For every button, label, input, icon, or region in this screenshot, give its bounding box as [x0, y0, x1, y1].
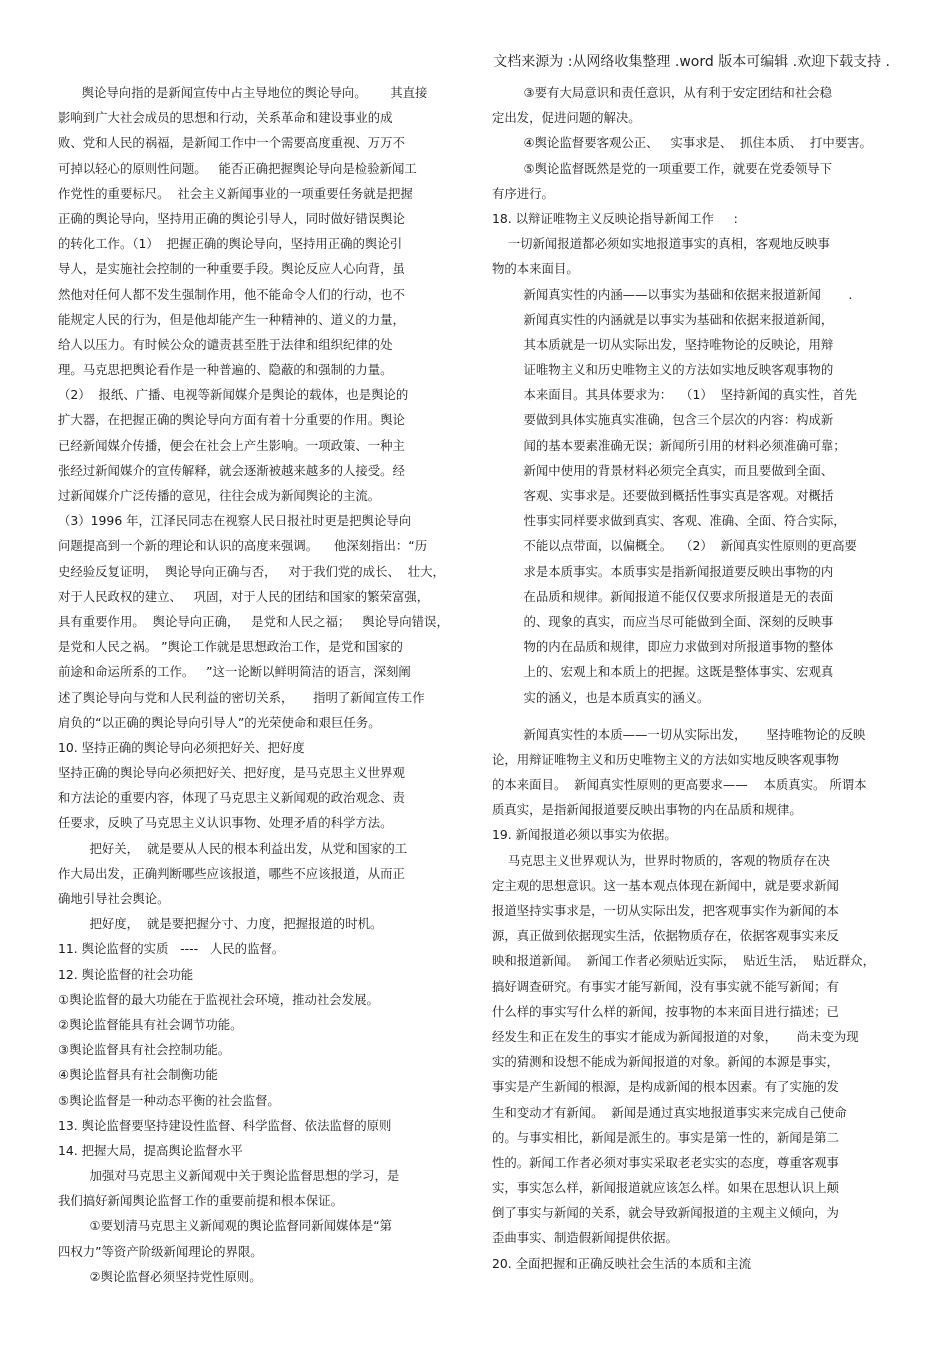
text-line: 正确的舆论导向，坚持用正确的舆论引导人，同时做好错误舆论 — [58, 210, 405, 226]
text-line: 过新闻媒介广泛传播的意见，往往会成为新闻舆论的主流。 — [58, 488, 381, 503]
text-line: 18. 以辩证唯物主义反映论指导新闻工作 : — [492, 210, 738, 226]
text-line: 闻的基本要素准确无误；新闻所引用的材料必须准确可靠； — [492, 437, 846, 453]
text-line: 扩大器，在把握正确的舆论导向方面有着十分重要的作用。舆论 — [58, 412, 405, 428]
text-line: 证唯物主义和历史唯物主义的方法如实地反映客观事物的 — [492, 362, 834, 378]
text-line: 实的涵义，也是本质真实的涵义。 — [492, 689, 710, 705]
text-line: 张经过新闻媒介的宣传解释，就会逐渐被越来越多的人接受。经 — [58, 462, 405, 478]
text-line: 本来面目。其具体要求为： （1） 坚持新闻的真实性，首先 — [492, 387, 857, 403]
text-line: 定出发，促进问题的解决。 — [492, 110, 641, 126]
text-line: ④舆论监督要客观公正、 实事求是、 抓住本质、 打中要害。 — [492, 135, 872, 151]
text-line: 13. 舆论监督要坚持建设性监督、科学监督、依法监督的原则 — [58, 1117, 392, 1133]
text-line: 实，事实怎么样，新闻报道就应该怎么样。如果在思想认识上颠 — [492, 1180, 839, 1196]
text-line: 马克思主义世界观认为，世界时物质的，客观的物质存在决 — [492, 852, 830, 868]
text-line: 12. 舆论监督的社会功能 — [58, 966, 194, 982]
text-line: ③舆论监督具有社会控制功能。 — [58, 1042, 231, 1058]
text-line: 实的猜测和设想不能成为新闻报道的对象。新闻的本源是事实， — [492, 1054, 839, 1070]
text-line: 11. 舆论监督的实质 ---- 人民的监督。 — [58, 941, 285, 957]
text-line: 已经新闻媒介传播，便会在社会上产生影响。一项政策、一种主 — [58, 437, 405, 453]
left-column — [58, 80, 470, 1289]
text-line: 对于人民政权的建立、 巩固，对于人民的团结和国家的繁荣富强， — [58, 588, 430, 604]
right-column — [492, 80, 892, 1276]
text-line: ⑤舆论监督是一种动态平衡的社会监督。 — [58, 1092, 280, 1108]
text-line: 在品质和规律。新闻报道不能仅仅要求所报道是无的表面 — [492, 588, 834, 604]
text-line: 把好度， 就是要把握分寸、力度，把握报道的时机。 — [58, 916, 383, 932]
text-line: 可掉以轻心的原则性问题。 能否正确把握舆论导向是检验新闻工 — [58, 160, 417, 176]
text-line: 要做到具体实施真实准确，包含三个层次的内容：构成新 — [492, 412, 834, 428]
text-line: 什么样的事实写什么样的新闻，按事物的本来面目进行描述；已 — [492, 1003, 839, 1019]
text-line: 坚持正确的舆论导向必须把好关、把好度，是马克思主义世界观 — [58, 765, 405, 781]
text-line: 然他对任何人都不发生强制作用，他不能命令人们的行动，也不 — [58, 286, 405, 302]
text-line: 经发生和正在发生的事实才能成为新闻报道的对象， 尚未变为现 — [492, 1028, 859, 1044]
text-line: 的、现象的真实，而应当尽可能做到全面、深刻的反映事 — [492, 613, 834, 629]
text-line: 事实是产生新闻的根源，是构成新闻的根本因素。有了实施的发 — [492, 1079, 839, 1095]
text-line: ②舆论监督必须坚持党性原则。 — [58, 1268, 262, 1284]
text-line: 源，真正做到依据现实生活，依据物质存在，依据客观事实来反 — [492, 928, 839, 944]
paragraph-gap — [492, 710, 892, 722]
text-line: 质真实，是指新闻报道要反映出事物的内在品质和规律。 — [492, 802, 802, 818]
text-line: 性的。新闻工作者必须对事实采取老老实实的态度，尊重客观事 — [492, 1154, 839, 1170]
text-line: 生和变动才有新闻。 新闻是通过真实地报道事实来完成自己使命 — [492, 1104, 847, 1120]
text-line: 新闻真实性的内涵就是以事实为基础和依据来报道新闻， — [492, 311, 834, 327]
text-line: 歪曲事实、制造假新闻提供依据。 — [492, 1230, 678, 1246]
text-line: 肩负的“以正确的舆论导向引导人”的光荣使命和艰巨任务。 — [58, 714, 381, 730]
text-line: 其本质就是一切从实际出发，坚持唯物论的反映论，用辩 — [492, 336, 834, 352]
text-line: 是党和人民之祸。 ”舆论工作就是思想政治工作，是党和国家的 — [58, 639, 403, 655]
text-line: 新闻中使用的背景材料必须完全真实，而且要做到全面、 — [492, 462, 834, 478]
text-line: 上的、宏观上和本质上的把握。这既是整体事实、宏观真 — [492, 664, 834, 680]
text-line: 10. 坚持正确的舆论导向必须把好关、把好度 — [58, 739, 305, 755]
text-line: 舆论导向指的是新闻宣传中占主导地位的舆论导向。 其直接 — [58, 85, 428, 100]
text-line: 前途和命运所系的工作。 ”这一论断以鲜明简洁的语言，深刻阐 — [58, 664, 411, 680]
text-line: 搞好调查研究。有事实才能写新闻，没有事实就不能写新闻；有 — [492, 978, 839, 994]
text-line: 加强对马克思主义新闻观中关于舆论监督思想的学习，是 — [58, 1168, 400, 1184]
text-line: ④舆论监督具有社会制衡功能 — [58, 1067, 218, 1083]
text-line: 有序进行。 — [492, 185, 554, 201]
text-line: 映和报道新闻。 新闻工作者必须贴近实际， 贴近生活， 贴近群众， — [492, 953, 875, 969]
text-line: 论，用辩证唯物主义和历史唯物主义的方法如实地反映客观事物 — [492, 751, 839, 767]
text-line: 败、党和人民的祸福，是新闻工作中一个需要高度重视、万万不 — [58, 135, 405, 151]
text-line: 新闻真实性的本质——一切从实际出发， 坚持唯物论的反映 — [492, 726, 866, 742]
text-line: 作党性的重要标尺。 社会主义新闻事业的一项重要任务就是把握 — [58, 185, 413, 201]
text-line: 史经验反复证明， 舆论导向正确与否， 对于我们党的成长、 壮大， — [58, 563, 445, 579]
text-line: 14. 把握大局，提高舆论监督水平 — [58, 1142, 243, 1158]
text-line: 定主观的思想意识。这一基本观点体现在新闻中，就是要求新闻 — [492, 877, 839, 893]
text-line: ⑤舆论监督既然是党的一项重要工作，就要在党委领导下 — [492, 160, 832, 176]
text-line: 具有重要作用。 舆论导向正确， 是党和人民之福； 舆论导向错误， — [58, 613, 449, 629]
text-line: 问题提高到一个新的理论和认识的高度来强调。 他深刻指出：“历 — [58, 538, 428, 554]
text-line: 导人，是实施社会控制的一种重要手段。舆论反应人心向背，虽 — [58, 261, 405, 277]
text-line: 物的内在品质和规律，即应力求做到对所报道事物的整体 — [492, 639, 834, 655]
text-line: ①舆论监督的最大功能在于监视社会环境，推动社会发展。 — [58, 991, 379, 1007]
text-line: ②舆论监督能具有社会调节功能。 — [58, 1016, 243, 1032]
text-line: 客观、实事求是。还要做到概括性事实真是客观。对概括 — [492, 488, 834, 503]
text-line: 确地引导社会舆论。 — [58, 891, 170, 906]
text-line: 理。马克思把舆论看作是一种普遍的、隐蔽的和强制的力量。 — [58, 362, 393, 378]
text-line: 新闻真实性的内涵——以事实为基础和依据来报道新闻 . — [492, 286, 853, 302]
text-line: 的。与事实相比，新闻是派生的。事实是第一性的，新闻是第二 — [492, 1129, 839, 1145]
text-line: 性事实同样要求做到真实、客观、准确、全面、符合实际， — [492, 513, 846, 529]
text-line: 任要求，反映了马克思主义认识事物、处理矛盾的科学方法。 — [58, 815, 393, 831]
text-line: 求是本质事实。本质事实是指新闻报道要反映出事物的内 — [492, 563, 834, 579]
text-line: 把好关， 就是要从人民的根本利益出发，从党和国家的工 — [58, 840, 408, 856]
text-line: 的转化工作。（1） 把握正确的舆论导向，坚持用正确的舆论引 — [58, 236, 403, 252]
text-line: 20. 全面把握和正确反映社会生活的本质和主流 — [492, 1255, 752, 1271]
text-line: 倒了事实与新闻的关系，就会导致新闻报道的主观主义倾向，为 — [492, 1205, 839, 1221]
text-line: 和方法论的重要内容，体现了马克思主义新闻观的政治观念、责 — [58, 790, 405, 806]
text-line: 能规定人民的行为，但是他却能产生一种精神的、道义的力量， — [58, 311, 405, 327]
text-line: 物的本来面目。 — [492, 261, 579, 277]
text-line: 一切新闻报道都必须如实地报道事实的真相，客观地反映事 — [492, 236, 830, 252]
text-line: 作大局出发，正确判断哪些应该报道，哪些不应该报道，从而正 — [58, 865, 405, 881]
text-line: ①要划清马克思主义新闻观的舆论监督同新闻媒体是“第 — [58, 1218, 393, 1234]
text-line: （3）1996 年，江泽民同志在视察人民日报社时更是把舆论导向 — [58, 513, 412, 529]
text-line: 我们搞好新闻舆论监督工作的重要前提和根本保证。 — [58, 1193, 343, 1209]
text-line: 四权力”等资产阶级新闻理论的界限。 — [58, 1243, 263, 1259]
text-line: 述了舆论导向与党和人民利益的密切关系， 指明了新闻宣传工作 — [58, 689, 425, 705]
text-line: 的本来面目。 新闻真实性原则的更高要求—— 本质真实。 所谓本 — [492, 777, 867, 793]
text-line: 影响到广大社会成员的思想和行动，关系革命和建设事业的成 — [58, 110, 393, 126]
text-line: 报道坚持实事求是，一切从实际出发，把客观事实作为新闻的本 — [492, 903, 839, 918]
page-header-note: 文档来源为 :从网络收集整理 .word 版本可编辑 .欢迎下载支持 . — [493, 54, 890, 70]
text-line: （2） 报纸、广播、电视等新闻媒介是舆论的载体，也是舆论的 — [58, 387, 409, 403]
text-line: ③要有大局意识和责任意识，从有利于安定团结和社会稳 — [492, 85, 832, 100]
text-line: 不能以点带面，以偏概全。 （2） 新闻真实性原则的更高要 — [492, 538, 857, 554]
text-line: 19. 新闻报道必须以事实为依据。 — [492, 827, 677, 843]
text-line: 给人以压力。有时候公众的谴责甚至胜于法律和组织纪律的处 — [58, 336, 393, 352]
